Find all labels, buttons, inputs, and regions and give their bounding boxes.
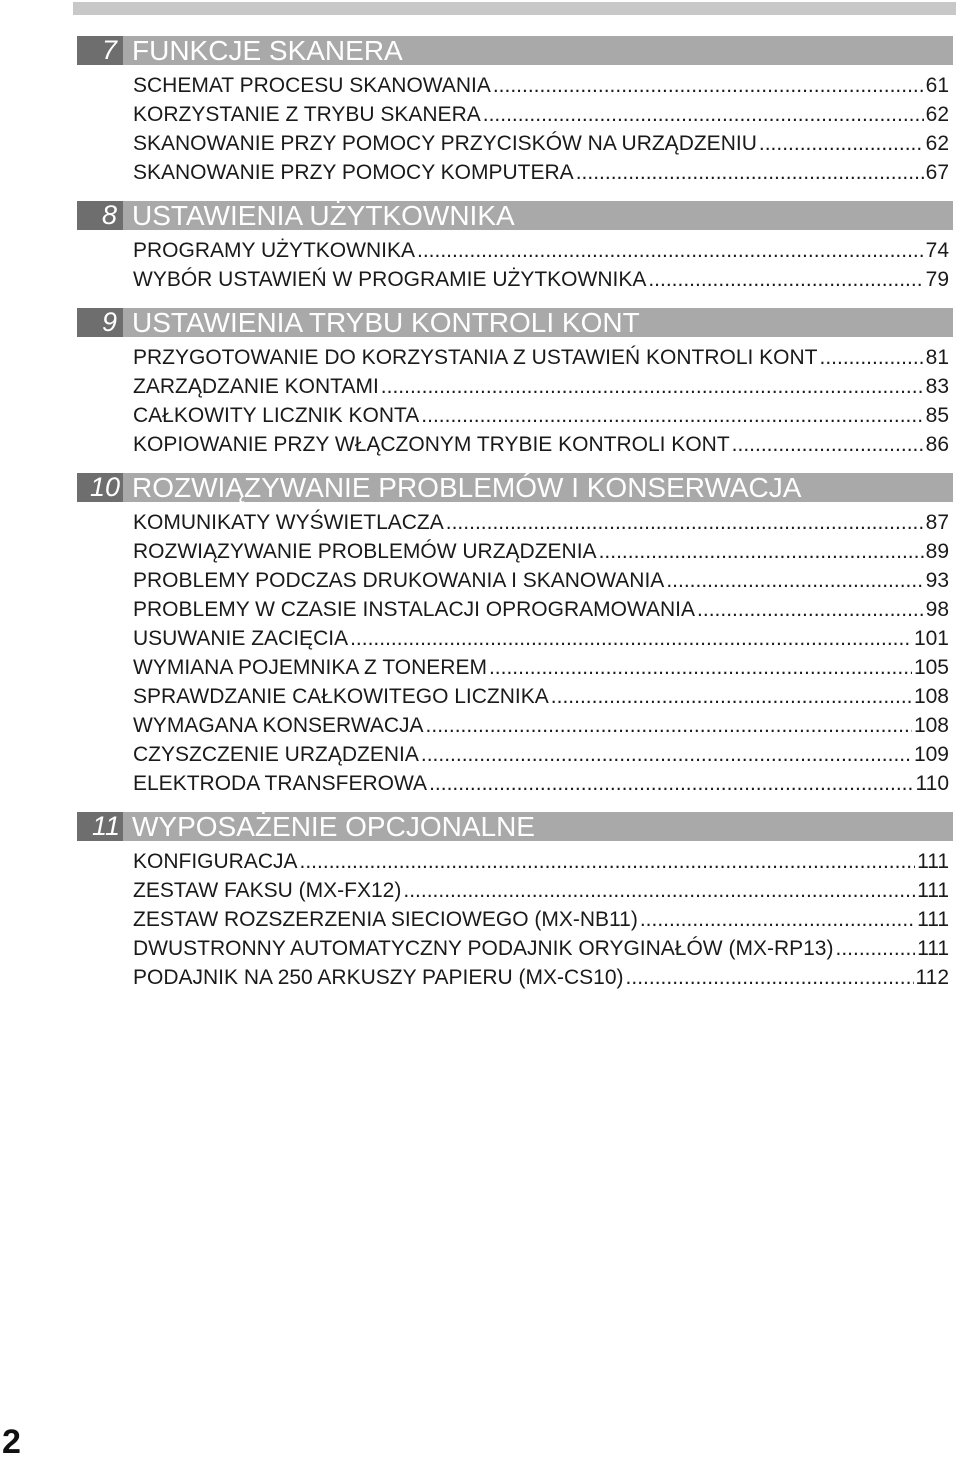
entry-title: WYMIANA POJEMNIKA Z TONEREM (133, 656, 487, 679)
entry-title: SCHEMAT PROCESU SKANOWANIA (133, 74, 491, 97)
chapter-title[interactable]: WYPOSAŻENIE OPCJONALNE (123, 812, 953, 841)
toc-entry[interactable] (133, 508, 949, 537)
entry-title: KORZYSTANIE Z TRYBU SKANERA (133, 103, 481, 126)
dot-leader (421, 401, 923, 430)
entry-page: 109 (913, 743, 949, 766)
chapter-7 (77, 36, 953, 187)
entry-title: DWUSTRONNY AUTOMATYCZNY PODAJNIK ORYGINAŁÓW (MX-RP13) (133, 937, 834, 960)
entry-page: 111 (917, 908, 949, 931)
toc-entry[interactable] (133, 71, 949, 100)
dot-leader (350, 624, 912, 653)
dot-leader (732, 430, 924, 459)
toc-entry[interactable] (133, 653, 949, 682)
entry-title: CAŁKOWITY LICZNIK KONTA (133, 404, 420, 427)
toc-entry[interactable] (133, 430, 949, 459)
entry-title: USUWANIE ZACIĘCIA (133, 627, 349, 650)
chapter-title[interactable]: USTAWIENIA TRYBU KONTROLI KONT (123, 308, 953, 337)
chapter-11 (77, 812, 953, 992)
entry-page: 112 (915, 966, 949, 989)
entry-page: 87 (925, 511, 949, 534)
entry-page: 74 (925, 239, 949, 262)
chapter-10 (77, 473, 953, 798)
toc-entry[interactable] (133, 401, 949, 430)
entry-page: 61 (925, 74, 949, 97)
toc-entry[interactable] (133, 129, 949, 158)
chapter-title[interactable]: USTAWIENIA UŻYTKOWNIKA (123, 201, 953, 230)
toc-entry[interactable] (133, 740, 949, 769)
entry-page: 111 (917, 850, 949, 873)
toc-entry[interactable] (133, 372, 949, 401)
top-rule (73, 2, 956, 15)
entry-title: ELEKTRODA TRANSFEROWA (133, 772, 428, 795)
page-number: 2 (2, 1423, 21, 1461)
entry-page: 110 (915, 772, 949, 795)
dot-leader (626, 963, 914, 992)
entry-page: 62 (925, 132, 949, 155)
entry-title: KOPIOWANIE PRZY WŁĄCZONYM TRYBIE KONTROLI KONT (133, 433, 730, 456)
entry-title: PROBLEMY W CZASIE INSTALACJI OPROGRAMOWANIA (133, 598, 696, 621)
chapter-entries (133, 236, 949, 294)
chapter-entries (133, 508, 949, 798)
entry-title: PROGRAMY UŻYTKOWNIKA (133, 239, 415, 262)
chapter-entries (133, 847, 949, 992)
dot-leader (648, 265, 923, 294)
dot-leader (421, 740, 912, 769)
entry-title: SKANOWANIE PRZY POMOCY PRZYCISKÓW NA URZĄDZENIU (133, 132, 757, 155)
entry-page: 93 (925, 569, 949, 592)
dot-leader (489, 653, 912, 682)
toc-entry[interactable] (133, 100, 949, 129)
toc-entry[interactable] (133, 769, 949, 798)
entry-title: PRZYGOTOWANIE DO KORZYSTANIA Z USTAWIEŃ KONTROLI KONT (133, 346, 818, 369)
chapter-9 (77, 308, 953, 459)
dot-leader (759, 129, 924, 158)
entry-page: 105 (913, 656, 949, 679)
toc-entry[interactable] (133, 595, 949, 624)
entry-page: 111 (917, 937, 949, 960)
dot-leader (483, 100, 924, 129)
table-of-contents (77, 36, 953, 1006)
entry-page: 101 (913, 627, 949, 650)
chapter-header (77, 36, 953, 65)
dot-leader (576, 158, 924, 187)
dot-leader (429, 769, 913, 798)
toc-entry[interactable] (133, 343, 949, 372)
entry-title: ROZWIĄZYWANIE PROBLEMÓW URZĄDZENIA (133, 540, 597, 563)
entry-page: 79 (925, 268, 949, 291)
entry-page: 108 (913, 685, 949, 708)
dot-leader (835, 934, 915, 963)
entry-title: WYBÓR USTAWIEŃ W PROGRAMIE UŻYTKOWNIKA (133, 268, 647, 291)
toc-entry[interactable] (133, 158, 949, 187)
dot-leader (599, 537, 924, 566)
entry-title: KOMUNIKATY WYŚWIETLACZA (133, 511, 444, 534)
entry-title: ZESTAW ROZSZERZENIA SIECIOWEGO (MX-NB11) (133, 908, 638, 931)
dot-leader (666, 566, 923, 595)
entry-title: SPRAWDZANIE CAŁKOWITEGO LICZNIKA (133, 685, 549, 708)
toc-entry[interactable] (133, 711, 949, 740)
entry-title: KONFIGURACJA (133, 850, 298, 873)
entry-page: 83 (925, 375, 949, 398)
toc-entry[interactable] (133, 876, 949, 905)
chapter-number: 10 (89, 472, 120, 502)
entry-page: 81 (925, 346, 949, 369)
toc-entry[interactable] (133, 537, 949, 566)
entry-title: PODAJNIK NA 250 ARKUSZY PAPIERU (MX-CS10) (133, 966, 624, 989)
entry-title: ZESTAW FAKSU (MX-FX12) (133, 879, 402, 902)
entry-title: WYMAGANA KONSERWACJA (133, 714, 424, 737)
dot-leader (640, 905, 915, 934)
chapter-number: 9 (101, 307, 117, 337)
chapter-header (77, 201, 953, 230)
chapter-number: 11 (91, 811, 120, 841)
entry-page: 89 (925, 540, 949, 563)
toc-entry[interactable] (133, 905, 949, 934)
chapter-number: 7 (101, 35, 117, 65)
dot-leader (551, 682, 912, 711)
entry-title: CZYSZCZENIE URZĄDZENIA (133, 743, 419, 766)
chapter-header (77, 473, 953, 502)
dot-leader (403, 876, 915, 905)
chapter-entries (133, 343, 949, 459)
dot-leader (417, 236, 924, 265)
entry-title: ZARZĄDZANIE KONTAMI (133, 375, 379, 398)
chapter-header (77, 812, 953, 841)
chapter-8 (77, 201, 953, 294)
entry-title: SKANOWANIE PRZY POMOCY KOMPUTERA (133, 161, 574, 184)
entry-page: 85 (925, 404, 949, 427)
toc-entry[interactable] (133, 265, 949, 294)
chapter-title[interactable]: FUNKCJE SKANERA (123, 36, 953, 65)
toc-entry[interactable] (133, 624, 949, 653)
toc-entry[interactable] (133, 934, 949, 963)
entry-title: PROBLEMY PODCZAS DRUKOWANIA I SKANOWANIA (133, 569, 665, 592)
chapter-header (77, 308, 953, 337)
dot-leader (300, 847, 916, 876)
entry-page: 86 (925, 433, 949, 456)
dot-leader (493, 71, 924, 100)
entry-page: 111 (917, 879, 949, 902)
chapter-title[interactable]: ROZWIĄZYWANIE PROBLEMÓW I KONSERWACJA (123, 473, 953, 502)
toc-entry[interactable] (133, 963, 949, 992)
chapter-entries (133, 71, 949, 187)
entry-page: 62 (925, 103, 949, 126)
dot-leader (426, 711, 912, 740)
toc-entry[interactable] (133, 566, 949, 595)
entry-page: 67 (925, 161, 949, 184)
dot-leader (381, 372, 924, 401)
toc-entry[interactable] (133, 682, 949, 711)
toc-entry[interactable] (133, 847, 949, 876)
entry-page: 98 (925, 598, 949, 621)
chapter-number: 8 (101, 200, 117, 230)
entry-page: 108 (913, 714, 949, 737)
dot-leader (446, 508, 924, 537)
dot-leader (820, 343, 924, 372)
toc-entry[interactable] (133, 236, 949, 265)
dot-leader (697, 595, 924, 624)
